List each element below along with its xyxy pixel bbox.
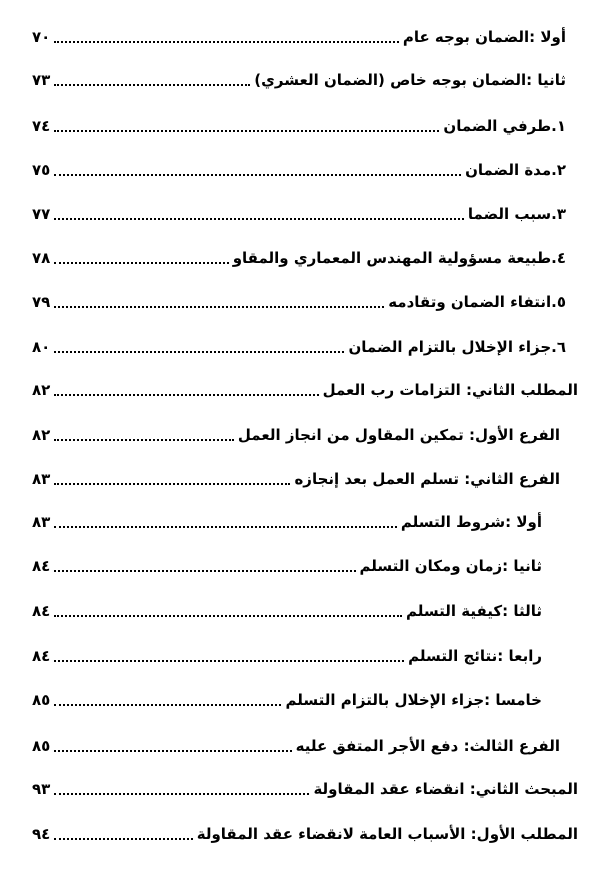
toc-entry bbox=[32, 686, 578, 714]
page-number: ٧٠ bbox=[32, 28, 51, 46]
toc-entry bbox=[32, 597, 578, 625]
entry-title: ٤.طبيعة مسؤولية المهندس المعماري والمقاو bbox=[232, 249, 566, 267]
toc-entry bbox=[32, 732, 578, 760]
page-number: ٧٤ bbox=[32, 117, 51, 135]
page-number: ٧٨ bbox=[32, 249, 51, 267]
entry-title: ٣.سبب الضما bbox=[467, 205, 566, 223]
toc-entry bbox=[32, 112, 578, 140]
entry-title: المبحث الثاني: انقضاء عقد المقاولة bbox=[313, 780, 578, 798]
entry-title: ثانيا :الضمان بوجه خاص (الضمان العشري) bbox=[254, 71, 566, 89]
page-number: ٨٣ bbox=[32, 513, 51, 531]
dot-leader bbox=[54, 218, 464, 220]
toc-entry bbox=[32, 156, 578, 184]
toc-entry bbox=[32, 333, 578, 361]
page-number: ٨٢ bbox=[32, 426, 51, 444]
dot-leader bbox=[54, 351, 344, 353]
entry-title: أولا :الضمان بوجه عام bbox=[402, 28, 566, 46]
entry-title: الفرع الثالث: دفع الأجر المتفق عليه bbox=[295, 737, 560, 755]
page-number: ٨٠ bbox=[32, 338, 51, 356]
dot-leader bbox=[54, 439, 234, 441]
entry-title: ثانيا :زمان ومكان التسلم bbox=[359, 557, 542, 575]
page-number: ٧٧ bbox=[32, 205, 51, 223]
dot-leader bbox=[54, 660, 404, 662]
toc-entry bbox=[32, 820, 578, 848]
dot-leader bbox=[54, 306, 384, 308]
page-number: ٨٣ bbox=[32, 470, 51, 488]
dot-leader bbox=[54, 793, 309, 795]
entry-title: ٥.انتفاء الضمان وتقادمه bbox=[388, 293, 566, 311]
toc-entry bbox=[32, 200, 578, 228]
entry-title: أولا :شروط التسلم bbox=[400, 513, 542, 531]
dot-leader bbox=[54, 838, 193, 840]
page-number: ٨٤ bbox=[32, 647, 51, 665]
page-number: ٨٤ bbox=[32, 602, 51, 620]
page-number: ٧٩ bbox=[32, 293, 51, 311]
entry-title: ٢.مدة الضمان bbox=[465, 161, 566, 179]
entry-title: خامسا :جزاء الإخلال بالتزام التسلم bbox=[285, 691, 542, 709]
entry-title: ٦.جزاء الإخلال بالتزام الضمان bbox=[348, 338, 566, 356]
entry-title: ١.طرفي الضمان bbox=[443, 117, 566, 135]
dot-leader bbox=[54, 526, 397, 528]
dot-leader bbox=[54, 174, 461, 176]
dot-leader bbox=[54, 704, 281, 706]
toc-entry bbox=[32, 288, 578, 316]
entry-title: الفرع الثاني: تسلم العمل بعد إنجازه bbox=[294, 470, 560, 488]
toc-entry bbox=[32, 775, 578, 803]
entry-title: المطلب الثاني: التزامات رب العمل bbox=[322, 381, 578, 399]
toc-entry bbox=[32, 244, 578, 272]
page-number: ٧٥ bbox=[32, 161, 51, 179]
dot-leader bbox=[54, 570, 356, 572]
page-number: ٩٤ bbox=[32, 825, 51, 843]
dot-leader bbox=[54, 41, 399, 43]
toc-entry bbox=[32, 66, 578, 94]
toc-entry bbox=[32, 552, 578, 580]
entry-title: المطلب الأول: الأسباب العامة لانقضاء عقد المقاولة bbox=[196, 825, 578, 843]
page-number: ٨٥ bbox=[32, 691, 51, 709]
toc-entry bbox=[32, 465, 578, 493]
page-number: ٨٢ bbox=[32, 381, 51, 399]
toc-entry bbox=[32, 421, 578, 449]
page-number: ٧٣ bbox=[32, 71, 51, 89]
dot-leader bbox=[54, 394, 319, 396]
toc-entry bbox=[32, 508, 578, 536]
dot-leader bbox=[54, 483, 290, 485]
page-number: ٨٥ bbox=[32, 737, 51, 755]
entry-title: الفرع الأول: تمكين المقاول من انجاز العمل bbox=[237, 426, 560, 444]
page-number: ٩٣ bbox=[32, 780, 51, 798]
dot-leader bbox=[54, 84, 250, 86]
toc-entry bbox=[32, 642, 578, 670]
toc-entry bbox=[32, 23, 578, 51]
dot-leader bbox=[54, 750, 292, 752]
dot-leader bbox=[54, 130, 439, 132]
dot-leader bbox=[54, 262, 229, 264]
entry-title: ثالثا :كيفية التسلم bbox=[405, 602, 542, 620]
dot-leader bbox=[54, 615, 402, 617]
toc-entry bbox=[32, 376, 578, 404]
entry-title: رابعا :نتائج التسلم bbox=[408, 647, 542, 665]
page-number: ٨٤ bbox=[32, 557, 51, 575]
